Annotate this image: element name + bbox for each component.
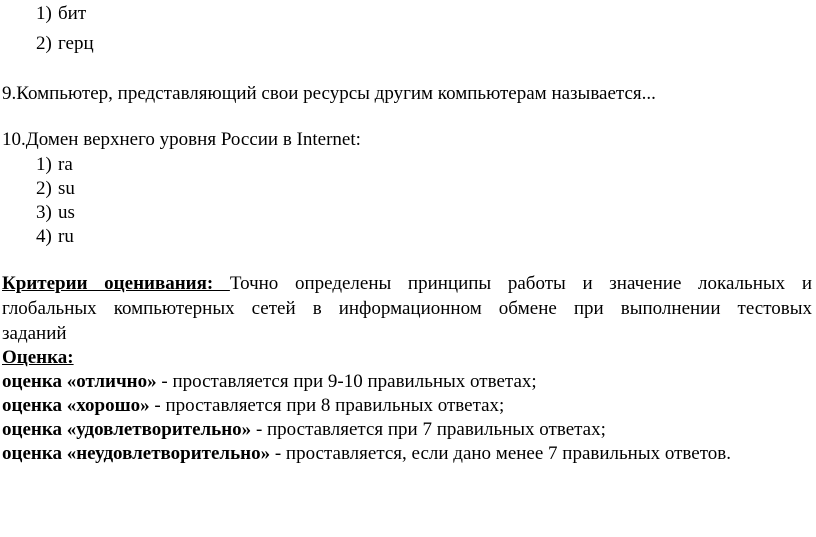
list-item: [36, 177, 75, 201]
list-item: [36, 153, 73, 177]
question-9: 9.Компьютер, представляющий свои ресурсы другим компьютерам называется...: [2, 83, 656, 104]
criteria-line-3: заданий: [2, 323, 67, 344]
option-text: us: [58, 202, 75, 223]
option-number: 4): [36, 226, 52, 247]
option-number: 2): [36, 33, 52, 54]
grading-label: оценка «удовлетворительно»: [2, 419, 252, 440]
option-number: 1): [36, 154, 52, 175]
criteria-label: Критерии оценивания:: [2, 273, 230, 294]
option-number: 1): [36, 3, 52, 24]
list-item: [36, 201, 75, 225]
question-10: 10.Домен верхнего уровня России в Internet:: [2, 129, 361, 150]
list-item: [36, 2, 86, 26]
criteria-line-2: глобальных компьютерных сетей в информационном обмене при выполнении тестовых: [2, 298, 812, 319]
option-text: ru: [58, 226, 74, 247]
grading-label: оценка «хорошо»: [2, 395, 150, 416]
grading-item: [2, 418, 606, 442]
option-text: su: [58, 178, 75, 199]
list-item: [36, 32, 94, 56]
grading-label: оценка «отлично»: [2, 371, 157, 392]
grading-label: оценка «неудовлетворительно»: [2, 443, 271, 464]
option-number: 3): [36, 202, 52, 223]
option-number: 2): [36, 178, 52, 199]
grading-item: [2, 442, 731, 466]
option-text: ra: [58, 154, 73, 175]
grading-text: - проставляется при 9-10 правильных ответах;: [156, 371, 537, 392]
grading-item: [2, 394, 504, 418]
grading-text: - проставляется при 7 правильных ответах;: [251, 419, 606, 440]
grading-item: [2, 370, 537, 394]
option-text: герц: [58, 33, 94, 54]
grading-text: - проставляется при 8 правильных ответах;: [149, 395, 505, 416]
criteria-text-1: Точно определены принципы работы и значение локальных и: [229, 273, 812, 294]
criteria-line-1: [2, 272, 812, 296]
grading-text: - проставляется, если дано менее 7 правильных ответов.: [270, 443, 731, 464]
grading-title: Оценка:: [2, 347, 74, 368]
option-text: бит: [58, 3, 87, 24]
list-item: [36, 225, 74, 249]
